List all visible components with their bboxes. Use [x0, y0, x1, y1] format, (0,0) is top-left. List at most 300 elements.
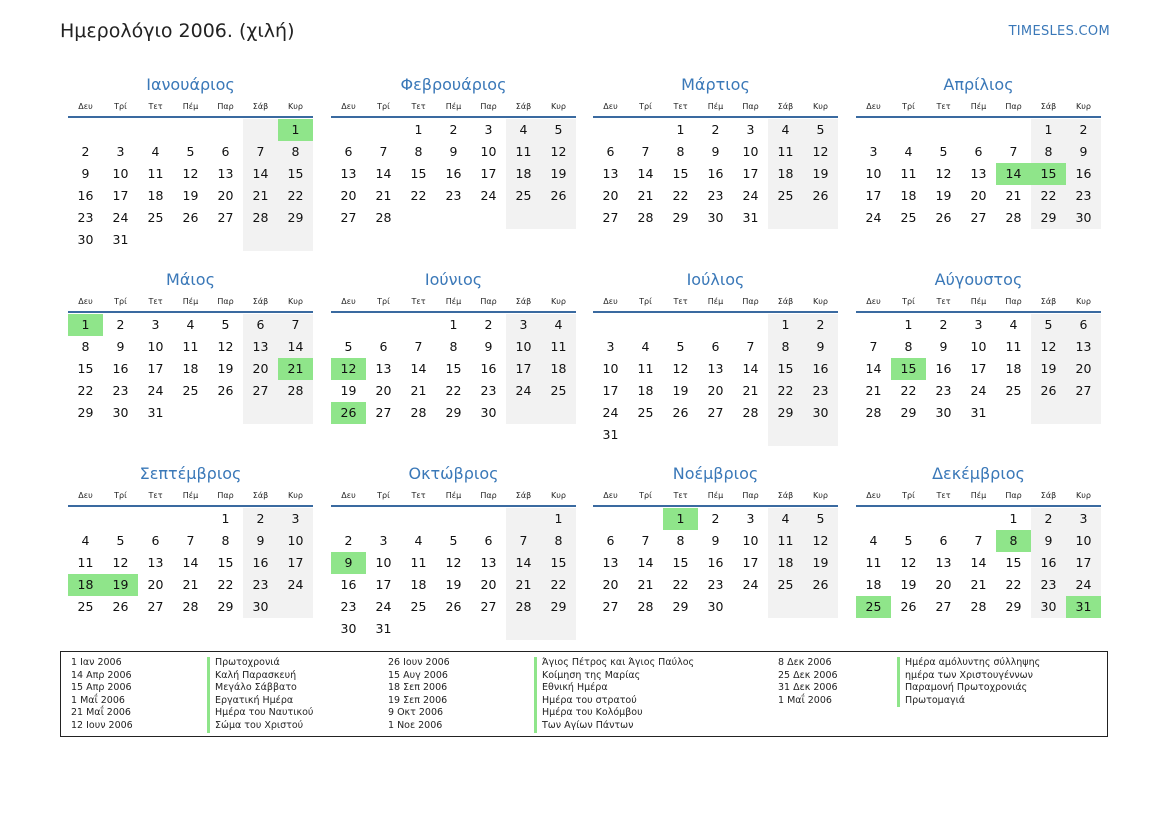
empty-cell [698, 424, 733, 446]
holiday-name: Ημέρα του Ναυτικού [207, 707, 313, 720]
empty-cell [628, 424, 663, 446]
empty-cell [208, 229, 243, 251]
day-cell: 19 [340, 383, 357, 398]
day-cell: 28 [182, 599, 199, 614]
day-cell: 5 [904, 533, 913, 548]
holiday-list [60, 651, 1108, 737]
day-cell: 27 [480, 599, 497, 614]
holiday-name: ημέρα των Χριστουγέννων [897, 670, 1040, 683]
weekday-label: Σάβ [777, 102, 794, 111]
month-divider [856, 311, 1101, 313]
day-cell: 22 [900, 383, 917, 398]
day-cell: 8 [676, 144, 685, 159]
empty-cell [331, 508, 366, 530]
day-cell: 1 [904, 317, 913, 332]
day-cell: 2 [1031, 508, 1066, 530]
day-cell: 10 [147, 339, 164, 354]
day-cell: 4 [768, 508, 803, 530]
day-cell: 13 [480, 555, 497, 570]
day-cell: 25 [768, 574, 803, 596]
day-cell: 21 [637, 577, 654, 592]
day-cell: 31 [375, 621, 392, 636]
month-2 [331, 73, 576, 229]
month-4 [856, 73, 1101, 229]
weekday-label: Παρ [217, 297, 234, 306]
empty-cell [926, 508, 961, 530]
day-cell: 12 [541, 141, 576, 163]
day-cell: 18 [147, 188, 164, 203]
day-cell: 28 [637, 599, 654, 614]
weekday-label: Σάβ [1040, 297, 1057, 306]
empty-cell [698, 314, 733, 336]
day-cell: 26 [1031, 380, 1066, 402]
day-cell: 11 [147, 166, 164, 181]
holiday-day-cell: 19 [103, 574, 138, 596]
day-cell: 15 [768, 358, 803, 380]
day-cell: 20 [217, 188, 234, 203]
day-grid [68, 119, 313, 251]
empty-cell [331, 314, 366, 336]
empty-cell [173, 229, 208, 251]
day-cell: 30 [243, 596, 278, 618]
weekday-label: Κυρ [813, 102, 828, 111]
weekday-label: Δευ [866, 491, 881, 500]
empty-cell [506, 618, 541, 640]
day-cell: 20 [602, 577, 619, 592]
weekday-label: Τρί [377, 491, 390, 500]
day-cell: 21 [410, 383, 427, 398]
month-divider [68, 505, 313, 507]
empty-cell [68, 119, 103, 141]
weekday-label: Πέμ [182, 102, 199, 111]
empty-cell [436, 207, 471, 229]
weekday-header [593, 294, 838, 310]
day-cell: 28 [243, 207, 278, 229]
day-cell: 28 [410, 405, 427, 420]
day-cell: 18 [410, 577, 427, 592]
weekday-label: Κυρ [813, 297, 828, 306]
day-cell: 24 [506, 380, 541, 402]
holiday-names-col-1 [207, 657, 313, 733]
holiday-dates-col-3 [778, 657, 838, 707]
day-cell: 22 [672, 188, 689, 203]
day-cell: 14 [970, 555, 987, 570]
empty-cell [891, 508, 926, 530]
day-cell: 30 [340, 621, 357, 636]
day-cell: 15 [672, 555, 689, 570]
empty-cell [471, 207, 506, 229]
weekday-label: Πέμ [445, 102, 462, 111]
empty-cell [401, 618, 436, 640]
empty-cell [628, 508, 663, 530]
day-cell: 3 [746, 122, 755, 137]
day-cell: 16 [803, 358, 838, 380]
day-cell: 27 [970, 210, 987, 225]
holiday-day-cell: 18 [68, 574, 103, 596]
empty-cell [208, 402, 243, 424]
holiday-name: Παραμονή Πρωτοχρονιάς [897, 682, 1040, 695]
month-name: Νοέμβριος [672, 464, 759, 483]
weekday-label: Κυρ [551, 297, 566, 306]
day-cell: 24 [1066, 574, 1101, 596]
day-cell: 31 [742, 210, 759, 225]
holiday-date: 19 Σεπ 2006 [388, 694, 448, 706]
day-cell: 4 [414, 533, 423, 548]
weekday-label: Πέμ [707, 491, 724, 500]
weekday-label: Τρί [114, 297, 127, 306]
empty-cell [541, 207, 576, 229]
day-cell: 23 [340, 599, 357, 614]
day-cell: 23 [112, 383, 129, 398]
month-name: Ιούνιος [424, 270, 483, 289]
day-cell: 18 [900, 188, 917, 203]
empty-cell [401, 207, 436, 229]
day-cell: 4 [81, 533, 90, 548]
day-grid [856, 314, 1101, 424]
day-cell: 25 [1005, 383, 1022, 398]
day-cell: 31 [147, 405, 164, 420]
holiday-names-col-3 [897, 657, 1040, 707]
day-cell: 14 [865, 361, 882, 376]
day-cell: 17 [865, 188, 882, 203]
day-cell: 25 [541, 380, 576, 402]
empty-cell [436, 508, 471, 530]
weekday-label: Δευ [866, 297, 881, 306]
month-divider [593, 505, 838, 507]
day-cell: 26 [803, 574, 838, 596]
day-cell: 19 [541, 163, 576, 185]
month-divider [593, 116, 838, 118]
day-cell: 21 [637, 188, 654, 203]
day-cell: 2 [803, 314, 838, 336]
weekday-header [68, 488, 313, 504]
day-cell: 10 [375, 555, 392, 570]
empty-cell [593, 314, 628, 336]
weekday-label: Τετ [673, 102, 688, 111]
day-cell: 7 [243, 141, 278, 163]
day-cell: 1 [221, 511, 230, 526]
day-cell: 26 [803, 185, 838, 207]
day-cell: 17 [602, 383, 619, 398]
day-cell: 16 [445, 166, 462, 181]
day-cell: 28 [506, 596, 541, 618]
day-cell: 4 [541, 314, 576, 336]
weekday-label: Κυρ [813, 491, 828, 500]
day-cell: 7 [869, 339, 878, 354]
month-divider [856, 505, 1101, 507]
day-cell: 2 [1066, 119, 1101, 141]
weekday-label: Σάβ [1040, 102, 1057, 111]
day-cell: 22 [77, 383, 94, 398]
day-cell: 7 [641, 144, 650, 159]
day-cell: 20 [970, 188, 987, 203]
day-cell: 2 [711, 511, 720, 526]
day-cell: 23 [1066, 185, 1101, 207]
weekday-label: Δευ [866, 102, 881, 111]
day-cell: 27 [935, 599, 952, 614]
weekday-label: Πέμ [182, 491, 199, 500]
holiday-date: 9 Οκτ 2006 [388, 707, 444, 719]
day-cell: 6 [151, 533, 160, 548]
weekday-label: Πέμ [445, 491, 462, 500]
day-cell: 22 [1031, 185, 1066, 207]
month-name: Ιανουάριος [146, 75, 235, 94]
site-link[interactable]: TIMESLES.COM [1008, 24, 1110, 39]
day-cell: 6 [606, 144, 615, 159]
day-cell: 5 [541, 119, 576, 141]
day-cell: 23 [935, 383, 952, 398]
weekday-label: Τετ [148, 297, 163, 306]
empty-cell [856, 314, 891, 336]
day-cell: 3 [746, 511, 755, 526]
day-cell: 20 [602, 188, 619, 203]
day-cell: 11 [637, 361, 654, 376]
day-cell: 6 [243, 314, 278, 336]
day-cell: 31 [970, 405, 987, 420]
day-cell: 28 [1005, 210, 1022, 225]
day-cell: 1 [768, 314, 803, 336]
day-cell: 15 [541, 552, 576, 574]
day-cell: 17 [742, 555, 759, 570]
day-cell: 5 [186, 144, 195, 159]
weekday-label: Σάβ [1040, 491, 1057, 500]
holiday-date: 8 Δεκ 2006 [778, 657, 832, 668]
day-cell: 6 [939, 533, 948, 548]
day-cell: 19 [1031, 358, 1066, 380]
day-cell: 26 [217, 383, 234, 398]
day-cell: 19 [803, 163, 838, 185]
day-cell: 2 [116, 317, 125, 332]
day-cell: 17 [147, 361, 164, 376]
day-cell: 17 [480, 166, 497, 181]
holiday-date: 15 Αυγ 2006 [388, 669, 448, 681]
empty-cell [733, 314, 768, 336]
day-cell: 29 [278, 207, 313, 229]
month-9 [68, 462, 313, 618]
day-cell: 8 [81, 339, 90, 354]
day-cell: 2 [344, 533, 353, 548]
day-cell: 19 [672, 383, 689, 398]
holiday-day-cell: 1 [68, 314, 103, 336]
weekday-label: Παρ [1005, 297, 1022, 306]
weekday-header [593, 99, 838, 115]
day-cell: 29 [77, 405, 94, 420]
day-cell: 29 [445, 405, 462, 420]
weekday-header [68, 99, 313, 115]
day-cell: 27 [243, 380, 278, 402]
weekday-label: Παρ [217, 102, 234, 111]
day-grid [593, 314, 838, 446]
weekday-label: Τετ [411, 297, 426, 306]
weekday-header [593, 488, 838, 504]
day-cell: 13 [602, 555, 619, 570]
empty-cell [173, 508, 208, 530]
day-cell: 23 [480, 383, 497, 398]
day-cell: 9 [803, 336, 838, 358]
weekday-label: Τρί [377, 102, 390, 111]
weekday-label: Τρί [639, 297, 652, 306]
day-cell: 14 [182, 555, 199, 570]
day-cell: 23 [77, 210, 94, 225]
day-cell: 13 [217, 166, 234, 181]
day-cell: 12 [1031, 336, 1066, 358]
day-cell: 15 [672, 166, 689, 181]
holiday-names-col-2 [534, 657, 694, 733]
weekday-label: Σάβ [252, 491, 269, 500]
day-cell: 18 [182, 361, 199, 376]
holiday-day-cell: 26 [331, 402, 366, 424]
holiday-dates-col-2 [388, 657, 450, 733]
empty-cell [628, 119, 663, 141]
empty-cell [768, 424, 803, 446]
day-cell: 31 [112, 232, 129, 247]
day-cell: 7 [506, 530, 541, 552]
day-cell: 15 [278, 163, 313, 185]
day-cell: 27 [375, 405, 392, 420]
day-cell: 24 [147, 383, 164, 398]
empty-cell [768, 596, 803, 618]
day-cell: 14 [637, 555, 654, 570]
empty-cell [768, 207, 803, 229]
weekday-label: Τρί [639, 102, 652, 111]
day-cell: 17 [1066, 552, 1101, 574]
day-cell: 29 [1005, 599, 1022, 614]
weekday-label: Κυρ [1076, 102, 1091, 111]
day-cell: 20 [1066, 358, 1101, 380]
weekday-label: Δευ [603, 102, 618, 111]
day-cell: 9 [449, 144, 458, 159]
day-cell: 31 [602, 427, 619, 442]
empty-cell [506, 508, 541, 530]
day-grid [331, 508, 576, 640]
day-cell: 2 [711, 122, 720, 137]
month-name: Μάιος [166, 270, 215, 289]
holiday-name: Κοίμηση της Μαρίας [534, 670, 694, 683]
day-cell: 19 [900, 577, 917, 592]
day-cell: 19 [445, 577, 462, 592]
month-name: Ιούλιος [686, 270, 745, 289]
day-cell: 1 [449, 317, 458, 332]
day-cell: 12 [803, 530, 838, 552]
holiday-day-cell: 15 [891, 358, 926, 380]
holiday-date: 1 Ιαν 2006 [71, 657, 122, 668]
weekday-label: Κυρ [551, 102, 566, 111]
weekday-label: Σάβ [777, 491, 794, 500]
day-cell: 9 [116, 339, 125, 354]
day-cell: 9 [711, 533, 720, 548]
holiday-date: 26 Ιουν 2006 [388, 657, 450, 668]
weekday-label: Παρ [742, 491, 759, 500]
month-1 [68, 73, 313, 251]
empty-cell [996, 119, 1031, 141]
day-cell: 7 [414, 339, 423, 354]
weekday-label: Τετ [148, 491, 163, 500]
weekday-label: Δευ [341, 297, 356, 306]
holiday-day-cell: 15 [1031, 163, 1066, 185]
weekday-label: Κυρ [1076, 491, 1091, 500]
day-cell: 15 [410, 166, 427, 181]
day-cell: 24 [742, 577, 759, 592]
weekday-label: Τρί [902, 491, 915, 500]
day-cell: 22 [1005, 577, 1022, 592]
holiday-name: Ημέρα του Κολόμβου [534, 707, 694, 720]
weekday-label: Τρί [902, 102, 915, 111]
day-cell: 3 [278, 508, 313, 530]
day-cell: 27 [1066, 380, 1101, 402]
weekday-label: Σάβ [777, 297, 794, 306]
day-cell: 10 [506, 336, 541, 358]
empty-cell [173, 402, 208, 424]
empty-cell [803, 596, 838, 618]
empty-cell [663, 314, 698, 336]
weekday-header [331, 294, 576, 310]
holiday-day-cell: 1 [663, 508, 698, 530]
day-cell: 5 [803, 119, 838, 141]
day-cell: 18 [768, 552, 803, 574]
day-cell: 3 [379, 533, 388, 548]
month-3 [593, 73, 838, 229]
day-cell: 3 [484, 122, 493, 137]
weekday-label: Σάβ [515, 102, 532, 111]
day-cell: 20 [243, 358, 278, 380]
day-cell: 25 [77, 599, 94, 614]
month-6 [331, 268, 576, 424]
day-cell: 4 [869, 533, 878, 548]
day-cell: 28 [637, 210, 654, 225]
day-cell: 18 [1005, 361, 1022, 376]
day-cell: 3 [606, 339, 615, 354]
day-cell: 28 [742, 405, 759, 420]
day-cell: 16 [243, 552, 278, 574]
holiday-day-cell: 12 [331, 358, 366, 380]
day-cell: 9 [939, 339, 948, 354]
holiday-name: Ημέρα του στρατού [534, 695, 694, 708]
empty-cell [208, 119, 243, 141]
day-cell: 30 [112, 405, 129, 420]
weekday-label: Τρί [377, 297, 390, 306]
holiday-date: 1 Νοε 2006 [388, 719, 443, 731]
day-cell: 13 [602, 166, 619, 181]
day-cell: 1 [1031, 119, 1066, 141]
day-cell: 2 [243, 508, 278, 530]
holiday-name: Ημέρα αμόλυντης σύλληψης [897, 657, 1040, 670]
holiday-name: Των Αγίων Πάντων [534, 720, 694, 733]
day-cell: 6 [484, 533, 493, 548]
day-grid [593, 119, 838, 229]
day-cell: 30 [707, 599, 724, 614]
empty-cell [891, 119, 926, 141]
weekday-label: Παρ [480, 491, 497, 500]
day-cell: 4 [1009, 317, 1018, 332]
holiday-day-cell: 31 [1066, 596, 1101, 618]
weekday-label: Πέμ [707, 102, 724, 111]
day-cell: 13 [147, 555, 164, 570]
day-cell: 12 [445, 555, 462, 570]
weekday-label: Δευ [603, 297, 618, 306]
day-cell: 4 [768, 119, 803, 141]
weekday-label: Πέμ [970, 491, 987, 500]
day-cell: 13 [707, 361, 724, 376]
day-cell: 6 [344, 144, 353, 159]
day-cell: 16 [112, 361, 129, 376]
empty-cell [1031, 402, 1066, 424]
empty-cell [593, 508, 628, 530]
day-cell: 22 [217, 577, 234, 592]
day-cell: 13 [340, 166, 357, 181]
day-cell: 5 [676, 339, 685, 354]
weekday-label: Πέμ [970, 297, 987, 306]
day-grid [68, 508, 313, 618]
